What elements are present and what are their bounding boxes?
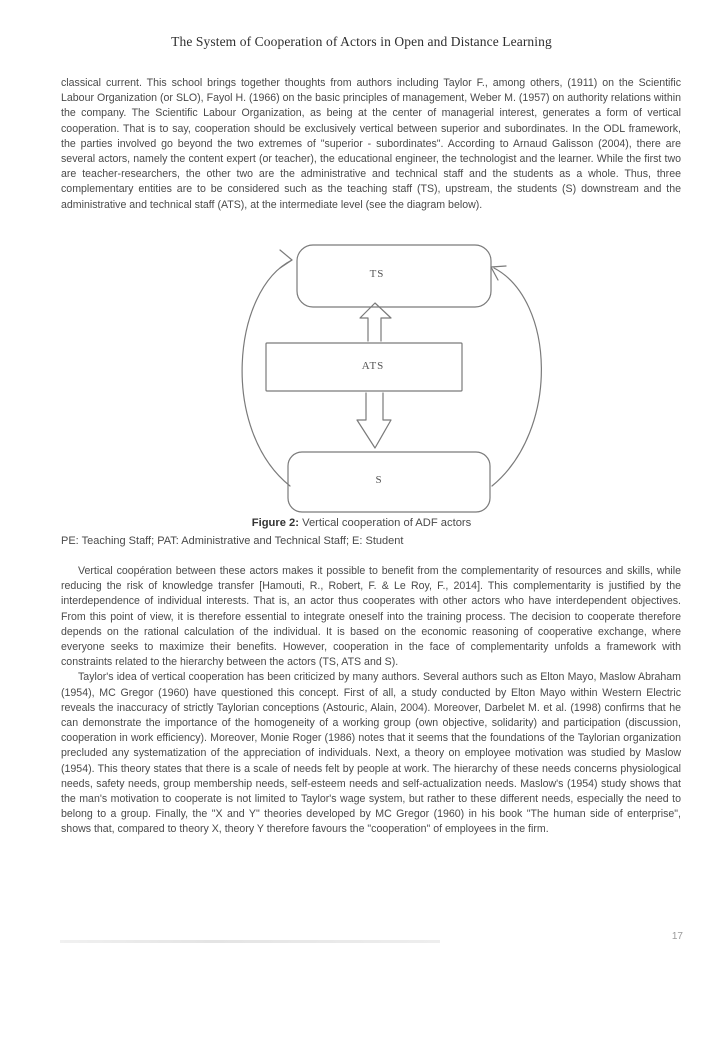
figure-caption-text: Vertical cooperation of ADF actors bbox=[299, 517, 472, 529]
down-arrow bbox=[357, 393, 391, 448]
intro-paragraph-text: classical current. This school brings together thoughts from authors including Taylor F., among others, (1911) on the Scientific Labour Organization (or SLO), Fayol H. (1966) on the basic principles of management, Weber M. (1957) on authority relations within the company. The Scientific Labour Organization, as being at the center of managerial interest, generates a form of vertical cooperation. That is to say, cooperation should be exclusively vertical between superior and subordinates. In the ODL framework, the parties involved go beyond the two extremes of "superior - subordinates". According to Arnaud Galisson (2004), there are several actors, namely the content expert (or teacher), the educational engineer, the technologist and the learner. While the first two are teacher-researchers, the other two are the administrative and technical staff and the students as a whole. Thus, three complementary entities are to be considered such as the teaching staff (TS), upstream, the students (S) downstream and the administrative and technical staff (ATS), at the intermediate level (see the diagram below). bbox=[61, 77, 681, 211]
footer-divider bbox=[60, 940, 440, 943]
figure-caption bbox=[0, 517, 723, 529]
body-paragraph-1: Vertical coopération between these actors makes it possible to benefit from the complementarity of resources and skills, while reducing the risk of knowledge transfer [Hamouti, R., Robert, F. & Le Roy, F., 2014]. This complementarity is justified by the interdependence of individual interests. That is, an actor thus cooperates with other actors who have interdependent objectives. From this point of view, it is therefore essential to integrate oneself into the training process. The decision to cooperate therefore depends on the rational calculation of the individual. It is based on the economic reasoning of cooperative exchange, where everyone seeks to maximize their benefits. However, cooperation in the face of complementarity unfolds a framework with constraints related to the hierarchy between the actors (TS, ATS and S). bbox=[61, 565, 681, 669]
right-curve-arrow bbox=[492, 268, 541, 486]
left-curve-arrow bbox=[242, 260, 292, 486]
ts-box bbox=[297, 245, 491, 307]
running-header: The System of Cooperation of Actors in Open and Distance Learning bbox=[171, 34, 552, 49]
ts-box-label: TS bbox=[369, 268, 385, 280]
body-paragraph-2: Taylor's idea of vertical cooperation has been criticized by many authors. Several authors such as Elton Mayo, Maslow Abraham (1954), MC Gregor (1960) have questioned this concept. First of all, a study conducted by Elton Mayo within Western Electric reveals the inaccuracy of strictly Taylorian conceptions (Astouric, Alain, 2004). Moreover, Darbelet M. et al. (1998) confirms that he can demonstrate the importance of the homogeneity of a working group (own objective, solidarity) and participation (discussion, cooperation in work efficiency). Moreover, Monie Roger (1986) notes that it seems that the foundations of the Taylorian organization precluded any systematization of the appreciation of individuals. Next, a theory on employee motivation was studied by Maslow (1954). This theory states that there is a scale of needs felt by people at work. The hierarchy of these needs concerns physiological needs, safety needs, group membership needs, self-esteem needs and self-actualization needs. Maslow's (1954) study shows that the man's motivation to cooperate is not limited to Taylor's wage system, but rather to these different needs, especially the need to belong to a group. Finally, the "X and Y" theories developed by MC Gregor (1960) in his book "The human side of enterprise", shows that, compared to theory X, theory Y therefore favours the "cooperation" of employees in the firm. bbox=[61, 671, 681, 836]
intro-paragraph bbox=[61, 76, 681, 213]
figure-legend: PE: Teaching Staff; PAT: Administrative and Technical Staff; E: Student bbox=[61, 535, 404, 547]
figure-caption-number: Figure 2: bbox=[251, 517, 299, 529]
body-text bbox=[61, 564, 681, 838]
s-box-label: S bbox=[375, 474, 383, 486]
ats-box-label: ATS bbox=[361, 360, 385, 372]
s-box bbox=[288, 452, 490, 512]
page-number: 17 bbox=[671, 931, 683, 942]
up-arrow bbox=[360, 303, 391, 341]
ats-box bbox=[266, 343, 462, 391]
